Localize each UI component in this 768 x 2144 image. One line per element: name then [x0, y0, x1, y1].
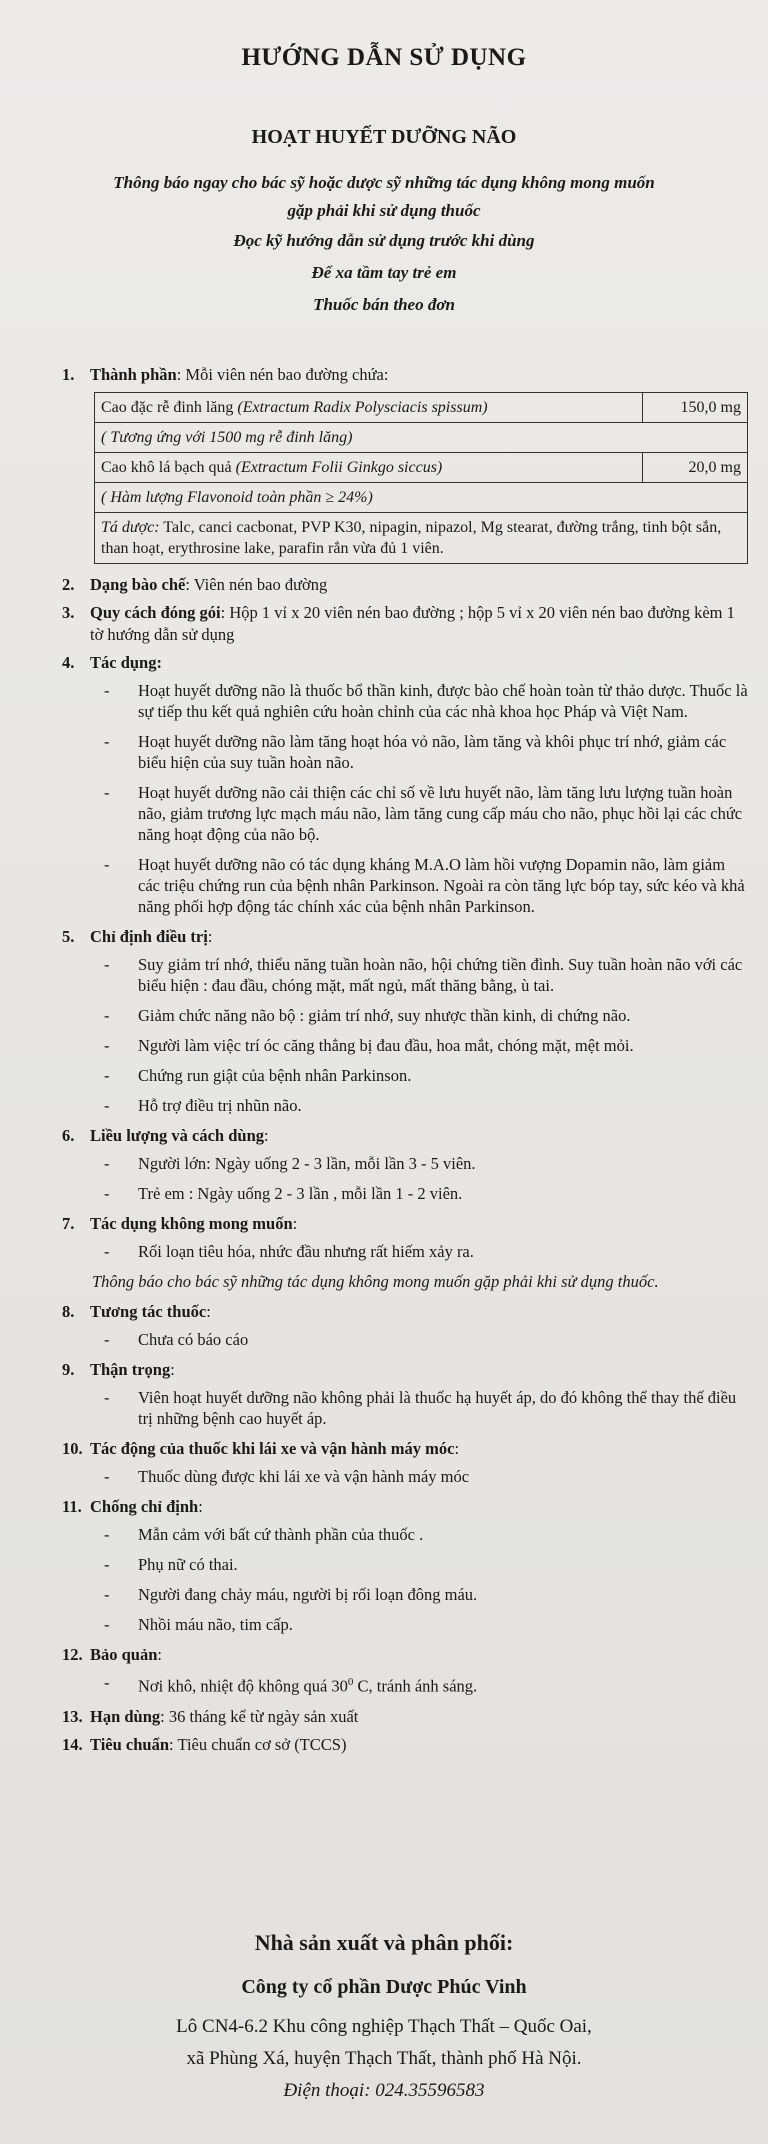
section-dosage-form — [62, 574, 748, 596]
section-title: Chỉ định điều trị — [90, 927, 208, 946]
dosage-list — [96, 1153, 748, 1204]
list-item: - Người lớn: Ngày uống 2 - 3 lần, mỗi lần 3 - 5 viên. — [104, 1154, 476, 1173]
list-item: - Hỗ trợ điều trị nhũn não. — [104, 1096, 302, 1115]
sections-content — [62, 364, 748, 1762]
address-line: Lô CN4-6.2 Khu công nghiệp Thạch Thất – Quốc Oai, — [176, 2016, 592, 2037]
section-text: : Tiêu chuẩn cơ sở (TCCS) — [169, 1734, 347, 1754]
section-number: 3. — [62, 603, 75, 622]
section-title: Thận trọng — [90, 1360, 171, 1379]
warning-line: Thuốc bán theo đơn — [313, 295, 455, 314]
warning-line: gặp phải khi sử dụng thuốc — [287, 201, 481, 220]
warning-line: Đọc kỹ hướng dẫn sử dụng trước khi dùng — [233, 231, 535, 250]
section-title: Tác dụng không mong muốn — [90, 1214, 293, 1233]
address-line: xã Phùng Xá, huyện Thạch Thất, thành phố Hà Nội. — [186, 2048, 582, 2069]
section-number: 13. — [62, 1706, 83, 1726]
section-dosage — [62, 1125, 748, 1147]
storage-list — [96, 1672, 748, 1697]
interactions-list — [96, 1329, 748, 1350]
section-number: 5. — [62, 927, 75, 946]
section-text: : — [207, 927, 213, 946]
section-number: 8. — [62, 1302, 75, 1321]
section-expiry — [62, 1706, 748, 1728]
precautions-list — [96, 1387, 748, 1429]
section-effects — [62, 652, 748, 674]
phone-number: Điện thoại: 024.35596583 — [283, 2080, 485, 2101]
ingredient-amount: 150,0 mg — [643, 393, 748, 423]
contraindications-list — [96, 1524, 748, 1635]
list-item: - Mẫn cảm với bất cứ thành phần của thuốc . — [104, 1525, 424, 1544]
excipients-label: Tá dược: — [101, 519, 160, 536]
list-item: - Rối loạn tiêu hóa, nhức đầu nhưng rất hiếm xảy ra. — [104, 1242, 474, 1261]
manufacturer-block — [0, 1930, 768, 2107]
ingredient-name: Cao khô lá bạch quả — [101, 459, 236, 476]
section-title: Thành phần — [90, 365, 177, 384]
section-title: Bảo quản — [90, 1645, 158, 1664]
list-item: - Giảm chức năng não bộ : giảm trí nhớ, suy nhược thần kinh, di chứng não. — [104, 1006, 631, 1025]
section-number: 7. — [62, 1214, 75, 1233]
table-row — [95, 393, 748, 423]
section-number: 10. — [62, 1439, 83, 1458]
list-item: - Hoạt huyết dưỡng não là thuốc bổ thần kinh, được bào chế hoàn toàn từ thảo dược. Thuốc là sự tiếp thu kết quả nghiên cứu hoàn chỉnh của các nhà khoa học Pháp và Việt Nam. — [104, 681, 748, 721]
product-name: HOẠT HUYẾT DƯỠNG NÃO — [251, 126, 517, 148]
document-title: HƯỚNG DẪN SỬ DỤNG — [241, 44, 527, 71]
section-number: 4. — [62, 653, 75, 672]
section-title: Tác động của thuốc khi lái xe và vận hành máy móc — [90, 1439, 455, 1458]
section-text: : — [198, 1497, 203, 1516]
list-item: - Suy giảm trí nhớ, thiểu năng tuần hoàn não, hội chứng tiền đình. Suy tuần hoàn não với các biểu hiện : đau đầu, chóng mặt, mất ngủ, mất thăng bằng, ù tai. — [104, 955, 743, 995]
composition-table — [94, 392, 748, 564]
list-item: - Hoạt huyết dưỡng não làm tăng hoạt hóa vỏ não, làm tăng và khôi phục trí nhớ, giảm các biểu hiện của suy tuần hoàn não. — [104, 732, 727, 772]
list-item: - Chưa có báo cáo — [104, 1330, 249, 1349]
section-text: : Mỗi viên nén bao đường chứa: — [176, 365, 389, 384]
ingredient-latin: (Extractum Radix Polysciacis spissum) — [237, 399, 488, 416]
section-indications — [62, 926, 748, 948]
section-number: 6. — [62, 1126, 75, 1145]
effects-list — [96, 680, 748, 917]
warning-line: Để xa tầm tay trẻ em — [311, 263, 457, 282]
indications-list — [96, 954, 748, 1116]
section-contraindications — [62, 1496, 748, 1518]
driving-list — [96, 1466, 748, 1487]
company-name: Công ty cổ phần Dược Phúc Vinh — [241, 1976, 527, 1998]
section-title: Hạn dùng — [90, 1706, 161, 1726]
section-title: Dạng bào chế — [90, 575, 186, 594]
list-item: - Người đang chảy máu, người bị rối loạn đông máu. — [104, 1585, 478, 1604]
list-item: - Người làm việc trí óc căng thẳng bị đau đầu, hoa mắt, chóng mặt, mệt mỏi. — [104, 1036, 634, 1055]
section-text: : Hộp 1 vỉ x 20 viên nén bao đường ; hộp 5 vỉ x 20 viên nén bao đường kèm 1 tờ hướng dẫn sử dụng — [90, 603, 735, 644]
section-title: Quy cách đóng gói — [90, 603, 221, 622]
section-packaging — [62, 602, 748, 646]
ingredient-note: ( Tương ứng với 1500 mg rễ đinh lăng) — [95, 423, 748, 453]
section-text: : — [292, 1214, 298, 1233]
list-item: - Nhồi máu não, tim cấp. — [104, 1615, 293, 1634]
list-item: - Nơi khô, nhiệt độ không quá $30^0$ C, tránh ánh sáng. — [104, 1673, 478, 1696]
section-text: : — [454, 1439, 460, 1458]
section-driving — [62, 1438, 748, 1460]
excipients-text: Talc, canci cacbonat, PVP K30, nipagin, nipazol, Mg stearat, đường trắng, tinh bột sắn, than hoạt, erythrosine lake, parafin rắn vừa đủ 1 viên. — [101, 519, 722, 557]
table-row — [95, 453, 748, 483]
section-number: 9. — [62, 1360, 75, 1379]
section-composition — [62, 364, 748, 386]
side-effects-list — [96, 1241, 748, 1262]
table-row — [95, 513, 748, 564]
table-row — [95, 423, 748, 453]
warning-block — [0, 169, 768, 321]
section-title: Tác dụng: — [90, 653, 162, 672]
section-text: : — [157, 1645, 163, 1664]
section-number: 12. — [62, 1645, 83, 1664]
list-item: - Trẻ em : Ngày uống 2 - 3 lần , mỗi lần 1 - 2 viên. — [104, 1184, 463, 1203]
side-effects-note: Thông báo cho bác sỹ những tác dụng không mong muốn gặp phải khi sử dụng thuốc. — [92, 1272, 659, 1291]
ingredient-name: Cao đặc rễ đinh lăng — [101, 399, 238, 416]
section-interactions — [62, 1301, 748, 1323]
section-title: Tương tác thuốc — [90, 1302, 207, 1321]
section-title: Tiêu chuẩn — [90, 1734, 170, 1754]
section-text: : 36 tháng kể từ ngày sản xuất — [160, 1706, 359, 1726]
table-row — [95, 483, 748, 513]
list-item: - Phụ nữ có thai. — [104, 1555, 238, 1574]
section-number: 14. — [62, 1734, 83, 1754]
section-number: 2. — [62, 575, 75, 594]
section-title: Chống chỉ định — [90, 1497, 199, 1516]
section-storage — [62, 1644, 748, 1666]
section-text: : — [206, 1302, 211, 1321]
section-precautions — [62, 1359, 748, 1381]
section-number: 1. — [62, 365, 75, 384]
warning-line: Thông báo ngay cho bác sỹ hoặc dược sỹ những tác dụng không mong muốn — [113, 173, 655, 192]
ingredient-amount: 20,0 mg — [643, 453, 748, 483]
manufacturer-label: Nhà sản xuất và phân phối: — [254, 1930, 514, 1955]
section-text: : — [170, 1360, 175, 1379]
section-text: : — [264, 1126, 269, 1145]
ingredient-note: ( Hàm lượng Flavonoid toàn phần ≥ 24%) — [95, 483, 748, 513]
section-title: Liều lượng và cách dùng — [90, 1126, 264, 1145]
list-item: - Hoạt huyết dưỡng não có tác dụng kháng M.A.O làm hồi vượng Dopamin não, làm giảm các triệu chứng run của bệnh nhân Parkinson. Ngoài ra còn tăng lực bóp tay, sức kéo và khả năng phối hợp động tác chính xác của bệnh nhân Parkinson. — [104, 855, 745, 916]
section-text: : Viên nén bao đường — [185, 575, 328, 594]
section-side-effects — [62, 1213, 748, 1235]
section-standard — [62, 1734, 748, 1756]
section-number: 11. — [62, 1497, 82, 1516]
ingredient-latin: (Extractum Folii Ginkgo siccus) — [235, 459, 443, 476]
list-item: - Chứng run giật của bệnh nhân Parkinson. — [104, 1066, 412, 1085]
list-item: - Viên hoạt huyết dưỡng não không phải là thuốc hạ huyết áp, do đó không thể thay thế điều trị những bệnh cao huyết áp. — [104, 1388, 737, 1428]
list-item: - Hoạt huyết dưỡng não cải thiện các chỉ số về lưu huyết não, làm tăng lưu lượng tuần hoàn não, giảm trương lực mạch máu não, làm tăng cung cấp máu cho não, phục hồi lại các chức năng hoạt động của não bộ. — [104, 783, 743, 844]
list-item: - Thuốc dùng được khi lái xe và vận hành máy móc — [104, 1467, 470, 1486]
